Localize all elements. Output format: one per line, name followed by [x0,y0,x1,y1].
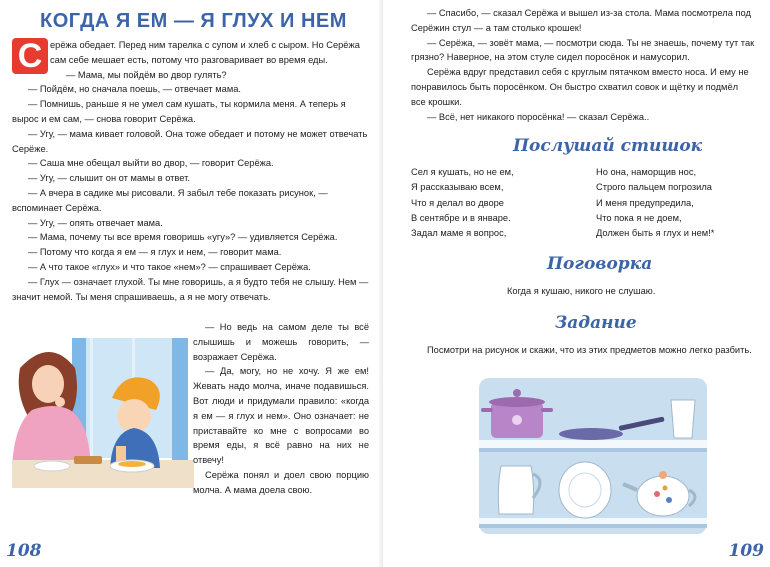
poem-line: Что пока я не доем, [596,212,682,223]
plate-icon [559,462,611,518]
proverb-heading: Поговорка [547,254,653,274]
right-page [383,0,770,567]
poem-line: И меня предупредила, [596,197,694,208]
story-paragraph: — Но ведь на самом деле ты всё слышишь и можешь говорить, — возражает Серёжа. [193,322,369,362]
story-paragraph: — Да, могу, но не хочу. Я же ем! Жевать надо молча, иначе подавишься. Вот люди и придумали правило: «когда я ем — я глух и нем». Оно означает: не приставайте ко мне с вопросами во время еды, я всё равно на них не отвечу! [193,366,369,466]
poem-line: Я рассказываю всем, [411,182,504,193]
story-paragraph: ерёжа обедает. Перед ним тарелка с супом и хлеб с сыром. Но Серёжа сам себе мешает есть, потому что разговаривает во время еды. [50,40,360,65]
story-paragraph: — Всё, нет никакого поросёнка! — сказал Серёжа.. [427,111,650,122]
poem-line: Строго пальцем погрозила [596,182,712,193]
mother-child-illustration [12,338,194,488]
story-paragraph: — Мама, мы пойдём во двор гулять? [66,69,227,80]
story-column-text [193,320,369,498]
left-page [0,0,383,567]
story-text [12,38,370,304]
jug-icon [498,466,540,514]
story-paragraph: — Мама, почему ты все время говоришь «угу»? — удивляется Серёжа. [28,232,338,243]
poem-right-column [596,165,714,241]
task-heading: Задание [555,313,637,333]
page-number-left: 108 [6,541,42,561]
story-continuation [411,6,755,124]
story-title: КОГДА Я ЕМ — Я ГЛУХ И НЕМ [40,10,347,32]
story-paragraph: — Пойдём, но сначала поешь, — отвечает мама. [28,84,241,95]
poem-line: В сентябре и в январе. [411,212,511,223]
story-paragraph: — Серёжа, — зовёт мама, — посмотри сюда. Ты не знаешь, почему тут так грязно? Наверное, на этом стуле сидел поросёнок и намусорил. [411,37,755,63]
task-text [411,343,755,358]
page-number-right: 109 [728,541,764,561]
proverb-text: Когда я кушаю, никого не слушаю. [507,286,656,296]
story-paragraph: — А вчера в садике мы рисовали. Я забыл тебе показать рисунок, — вспоминает Серёжа. [12,187,328,213]
poem-line: Задал маме я вопрос, [411,228,507,239]
drop-cap: С [12,38,48,74]
task-paragraph: Посмотри на рисунок и скажи, что из этих предметов можно легко разбить. [427,345,752,355]
poem-line: Должен быть я глух и нем!* [596,228,715,239]
poem-line: Но она, наморщив нос, [596,167,697,177]
glass-icon [671,400,695,438]
story-paragraph: — Угу, — опять отвечает мама. [28,217,163,228]
story-paragraph: — Потому что когда я ем — я глух и нем, — говорит мама. [28,247,282,258]
story-paragraph: Серёжа вдруг представил себя с круглым пятачком вместо носа. И ему не понравилось быть поросёнком. Он быстро схватил совок и щётку и подмёл все крошки. [411,67,749,107]
story-paragraph: — Угу, — мама кивает головой. Она тоже обедает и потому не может отвечать Серёже. [12,128,368,154]
story-paragraph: — Спасибо, — сказал Серёжа и вышел из-за стола. Мама посмотрела под Серёжин стул — а там столько крошек! [411,8,751,33]
poem-heading: Послушай стишок [513,136,703,156]
story-paragraph: — Саша мне обещал выйти во двор, — говорит Серёжа. [28,158,274,169]
story-paragraph: — А что такое «глух» и что такое «нем»? — спрашивает Серёжа. [28,261,311,272]
story-paragraph: — Угу, — слышит он от мамы в ответ. [28,173,190,184]
story-paragraph: — Помнишь, раньше я не умел сам кушать, ты кормила меня. А теперь я вырос и ем сам, — снова говорит Серёжа. [12,99,346,124]
poem-line: Что я делал во дворе [411,197,504,208]
story-paragraph: Серёжа понял и доел свою порцию молча. А мама доела свою. [193,469,369,495]
poem-line: Сел я кушать, но не ем, [411,167,514,177]
kitchen-shelf-illustration [479,378,707,534]
story-paragraph: — Глух — означает глухой. Ты мне говоришь, а я будто тебя не слышу. Нем — значит немой. Ты меня спрашиваешь, а я не могу отвечать. [12,276,369,302]
poem-left-column [411,165,514,241]
